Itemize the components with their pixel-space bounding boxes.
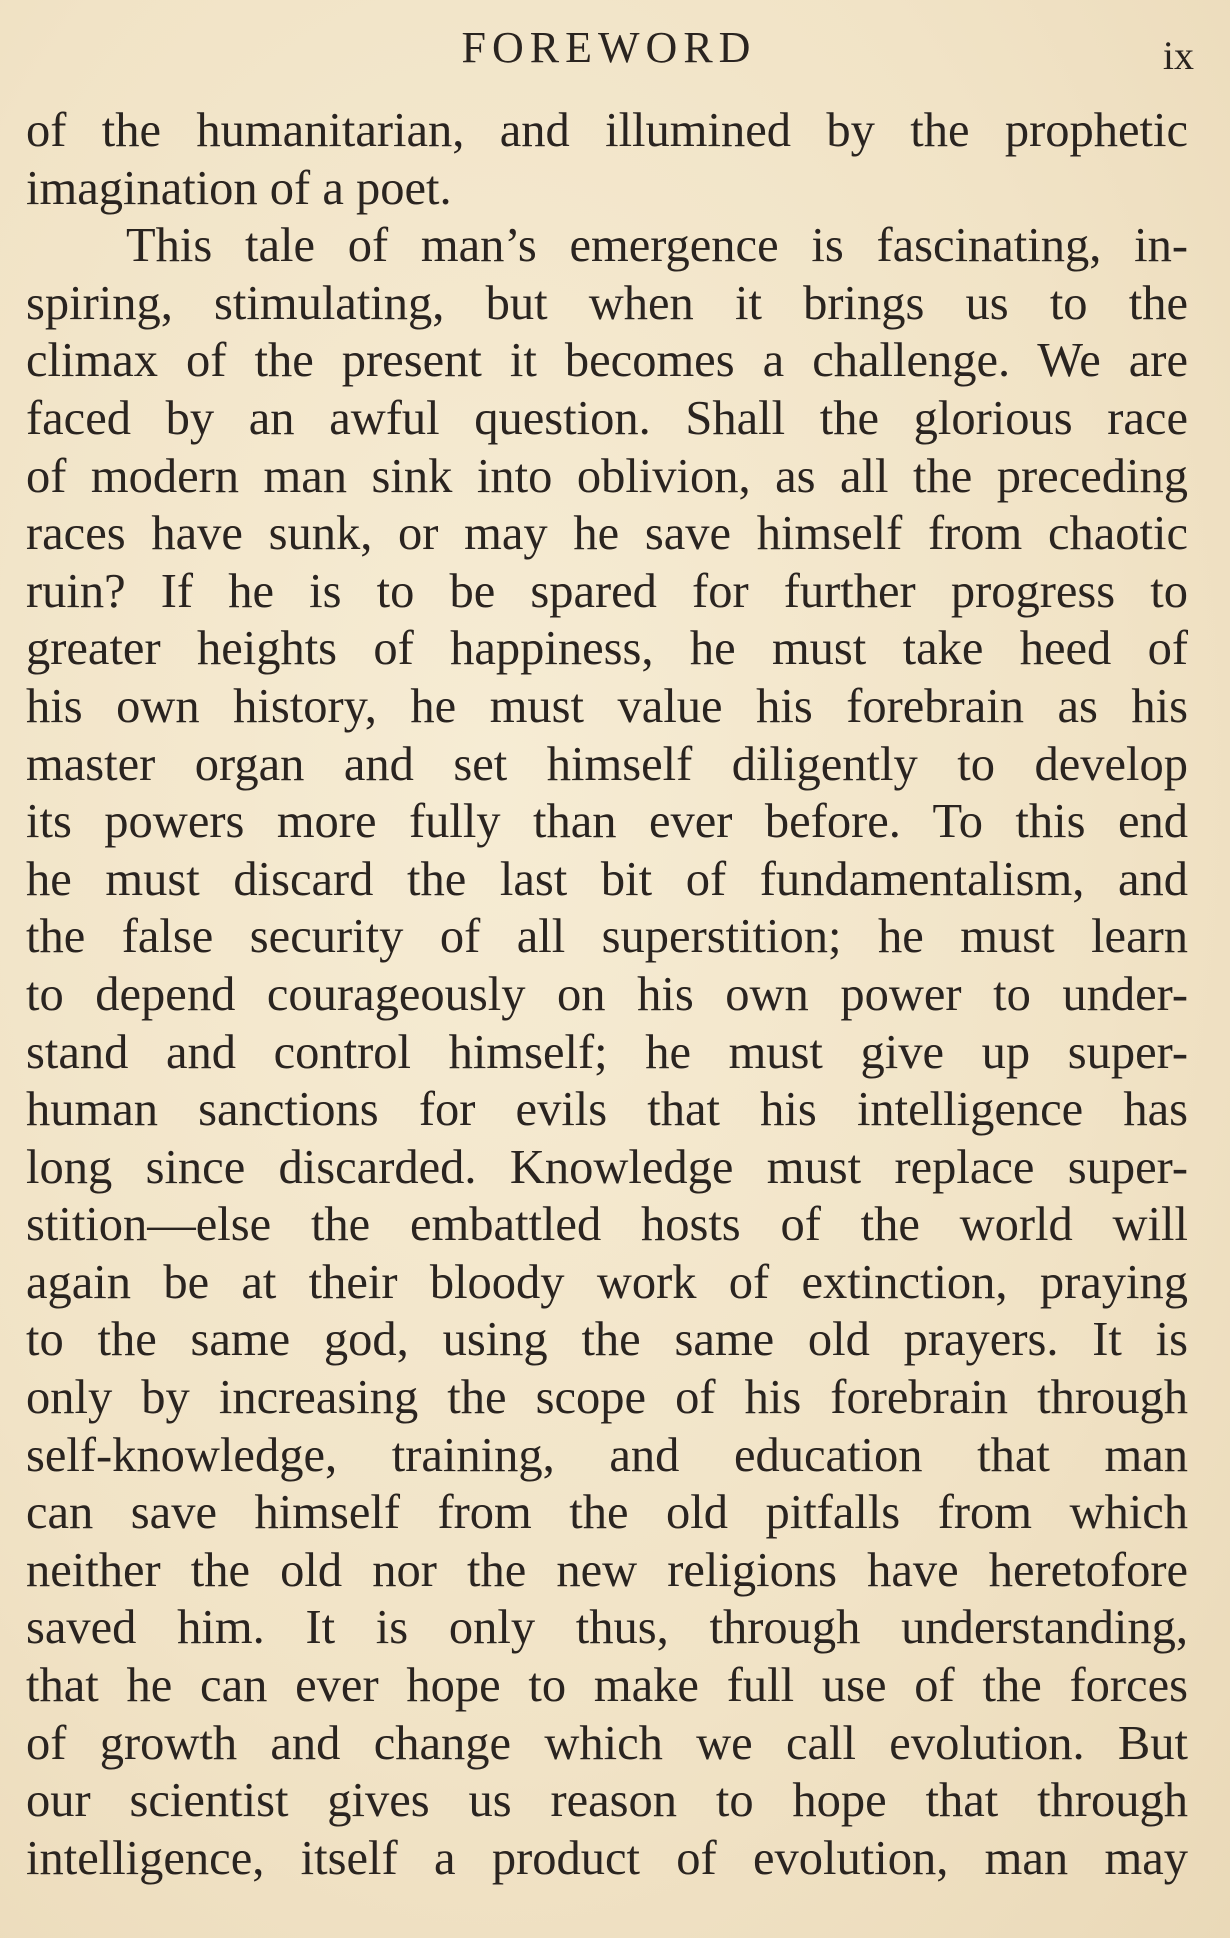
text-line-19: long since discarded. Knowledge must replace super- xyxy=(26,1140,1188,1194)
text-line-30: our scientist gives us reason to hope that through xyxy=(26,1774,1188,1828)
text-line-4: spiring, stimulating, but when it brings us to the xyxy=(26,276,1188,330)
text-line-26: neither the old nor the new religions have heretofore xyxy=(26,1543,1188,1597)
text-line-18: human sanctions for evils that his intelligence has xyxy=(26,1083,1188,1137)
text-line-28: that he can ever hope to make full use of the forces xyxy=(26,1659,1188,1713)
text-line-17: stand and control himself; he must give up super- xyxy=(26,1025,1188,1079)
text-line-8: races have sunk, or may he save himself from chaotic xyxy=(26,507,1188,561)
text-line-5: climax of the present it becomes a challenge. We are xyxy=(26,334,1188,388)
text-line-21: again be at their bloody work of extinction, praying xyxy=(26,1255,1188,1309)
text-line-31: intelligence, itself a product of evolution, man may xyxy=(26,1831,1188,1885)
chapter-title-text: FOREWORD xyxy=(461,23,757,72)
text-line-29: of growth and change which we call evolution. But xyxy=(26,1716,1188,1770)
text-line-9: ruin? If he is to be spared for further progress to xyxy=(26,564,1188,618)
text-line-25: can save himself from the old pitfalls from which xyxy=(26,1486,1188,1540)
text-line-20: stition—else the embattled hosts of the world will xyxy=(26,1198,1188,1252)
text-line-24: self-knowledge, training, and education that man xyxy=(26,1428,1188,1482)
text-line-22: to the same god, using the same old prayers. It is xyxy=(26,1313,1188,1367)
body-text xyxy=(26,102,1188,1887)
text-line-14: he must discard the last bit of fundamentalism, and xyxy=(26,852,1188,906)
text-line-3: This tale of man’s emergence is fascinating, in- xyxy=(126,219,1188,273)
text-line-27: saved him. It is only thus, through understanding, xyxy=(26,1601,1188,1655)
text-line-23: only by increasing the scope of his forebrain through xyxy=(26,1371,1188,1425)
text-line-7: of modern man sink into oblivion, as all the preceding xyxy=(26,449,1188,503)
text-line-16: to depend courageously on his own power to under- xyxy=(26,967,1188,1021)
page-number: ix xyxy=(1162,33,1194,78)
text-line-12: master organ and set himself diligently to develop xyxy=(26,737,1188,791)
text-line-11: his own history, he must value his forebrain as his xyxy=(26,679,1188,733)
text-line-2: imagination of a poet. xyxy=(26,161,452,215)
text-line-1: of the humanitarian, and illumined by the prophetic xyxy=(26,104,1188,157)
running-head xyxy=(0,18,1230,78)
text-line-6: faced by an awful question. Shall the glorious race xyxy=(26,391,1188,445)
text-line-10: greater heights of happiness, he must take heed of xyxy=(26,622,1188,676)
text-line-15: the false security of all superstition; he must learn xyxy=(26,910,1188,964)
text-line-13: its powers more fully than ever before. To this end xyxy=(26,795,1188,849)
chapter-title xyxy=(0,18,1230,78)
